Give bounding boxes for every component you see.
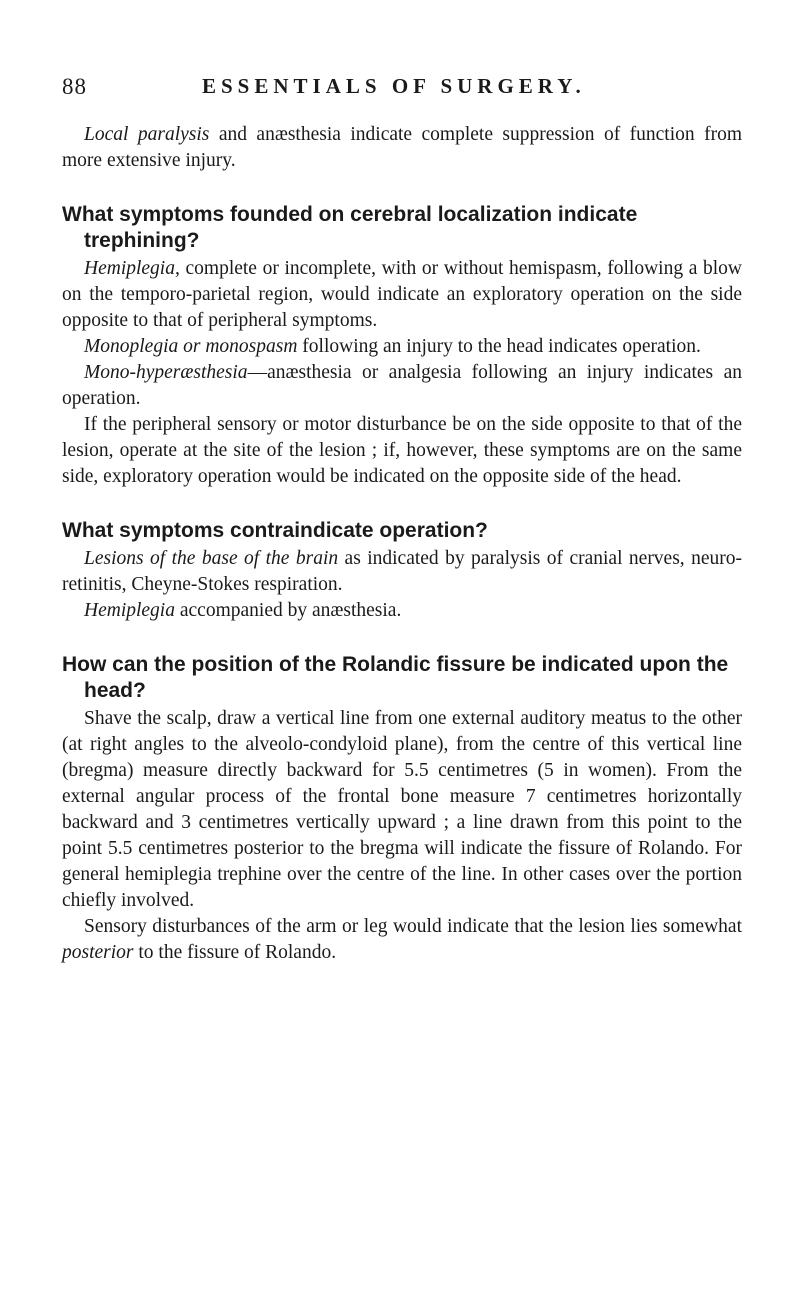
- intro-text: and anæsthesia indicate complete suppression of function from more extensive injury.: [62, 124, 742, 171]
- intro-paragraph: [62, 122, 742, 174]
- monoplegia-term: Monoplegia or monospasm: [84, 336, 298, 357]
- question-rolandic: How can the position of the Rolandic fissure be indicated upon the head?: [62, 653, 729, 702]
- running-title: ESSENTIALS OF SURGERY.: [202, 74, 586, 98]
- hemiplegia-term: Hemiplegia,: [84, 258, 180, 279]
- rolandic-paragraph: Shave the scalp, draw a vertical line from one external auditory meatus to the other (at right angles to the alveolo-condyloid plane), from the centre of this vertical line (bregma) measure directly backward for 5.5 centimetres (5 in women). From the external angular process of the frontal bone measure 7 centimetres horizontally backward and 3 centimetres vertically upward ; a line drawn from this point to the point 5.5 centimetres posterior to the bregma will indicate the fissure of Rolando. For general hemiplegia trephine over the centre of the line. In other cases over the portion chiefly involved.: [62, 708, 742, 911]
- page-header: [62, 74, 738, 110]
- intro-term: Local paralysis: [84, 124, 210, 145]
- page-body: [62, 122, 742, 966]
- lesions-term: Lesions of the base of the brain: [84, 548, 339, 569]
- posterior-term: posterior: [62, 942, 134, 963]
- hyperaesthesia-text: —anæsthesia or analgesia following an injury indicates an operation.: [62, 362, 742, 409]
- question-contraindicate: What symptoms contraindicate operation?: [62, 519, 488, 542]
- sensory-paragraph: [62, 914, 742, 966]
- hemiplegia-text: complete or incomplete, with or without hemispasm, following a blow on the temporo-parietal region, would indicate an exploratory operation on the side opposite to that of peripheral symptoms.: [62, 258, 742, 331]
- monoplegia-text: following an injury to the head indicates operation.: [297, 336, 701, 357]
- lesions-text: as indicated by paralysis of cranial nerves, neuro-retinitis, Cheyne-Stokes respiration.: [62, 548, 742, 595]
- hemiplegia2-term: Hemiplegia: [84, 600, 175, 621]
- question-trephining: What symptoms founded on cerebral localization indicate trephining?: [62, 203, 638, 252]
- peripheral-paragraph: If the peripheral sensory or motor disturbance be on the side opposite to that of the lesion, operate at the site of the lesion ; if, however, these symptoms are on the same side, exploratory operation would be indicated on the opposite side of the head.: [62, 414, 742, 487]
- hyperaesthesia-term: Mono-hyperæsthesia: [84, 362, 248, 383]
- lesions-paragraph: [62, 546, 742, 598]
- hyperaesthesia-paragraph: [62, 360, 742, 412]
- sensory-text-after: to the fissure of Rolando.: [133, 942, 337, 963]
- hemiplegia-paragraph: [62, 256, 742, 334]
- hemiplegia2-text: accompanied by anæsthesia.: [174, 600, 402, 621]
- page-number: 88: [62, 74, 87, 99]
- hemiplegia-anaesthesia-paragraph: [62, 598, 742, 624]
- monoplegia-paragraph: [62, 334, 742, 360]
- sensory-text-before: Sensory disturbances of the arm or leg would indicate that the lesion lies somewhat: [84, 916, 742, 937]
